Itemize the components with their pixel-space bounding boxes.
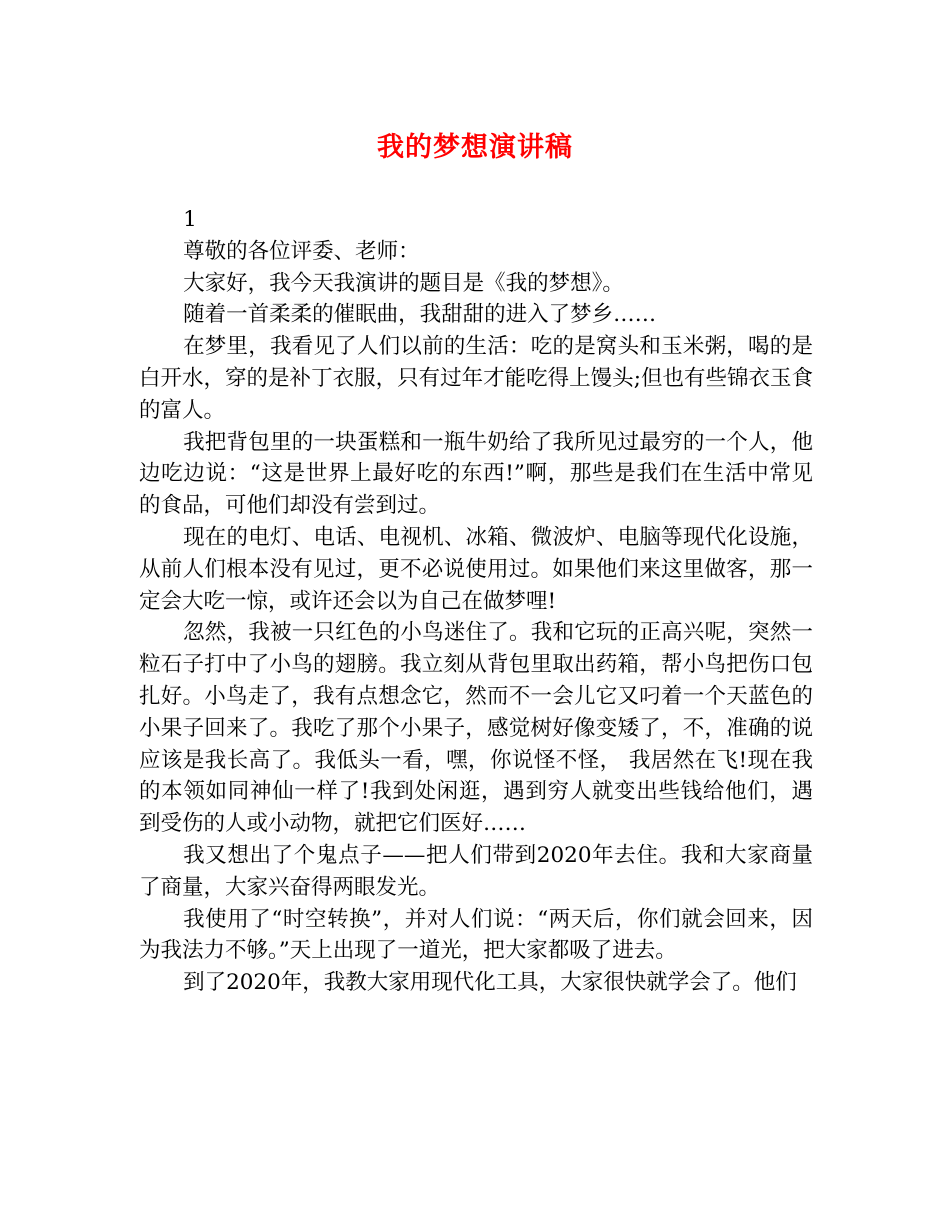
- paragraph-page-number: 1: [183, 207, 197, 232]
- paragraph-salutation: 尊敬的各位评委、老师：: [183, 238, 420, 264]
- paragraph-4: 在梦里，我看见了人们以前的生活：吃的是窝头和玉米粥，喝的是白开水，穿的是补丁衣服，只有过年才能吃得上馒头;但也有些锦衣玉食的富人。: [139, 334, 813, 423]
- document-body: [139, 204, 813, 999]
- paragraph-6: 现在的电灯、电话、电视机、冰箱、微波炉、电脑等现代化设施，从前人们根本没有见过，更不必说使用过。如果他们来这里做客，那一定会大吃一惊，或许还会以为自己在做梦哩!: [139, 524, 813, 614]
- paragraph-greeting: 大家好，我今天我演讲的题目是《我的梦想》。: [183, 270, 624, 296]
- paragraph-3: 随着一首柔柔的催眠曲，我甜甜的进入了梦乡……: [183, 302, 657, 328]
- paragraph-9: 我使用了“时空转换”，并对人们说：“两天后，你们就会回来，因为我法力不够。”天上出现了一道光，把大家都吸了进去。: [139, 906, 813, 964]
- paragraph-10: 到了2020年，我教大家用现代化工具，大家很快就学会了。他们: [183, 970, 797, 996]
- paragraph-5: 我把背包里的一块蛋糕和一瓶牛奶给了我所见过最穷的一个人，他边吃边说：“这是世界上最好吃的东西!”啊，那些是我们在生活中常见的食品，可他们却没有尝到过。: [139, 429, 813, 519]
- paragraph-8: 我又想出了个鬼点子——把人们带到2020年去住。我和大家商量了商量，大家兴奋得两眼发光。: [139, 842, 813, 900]
- page-title: 我的梦想演讲稿: [377, 132, 573, 163]
- paragraph-7: 忽然，我被一只红色的小鸟迷住了。我和它玩的正高兴呢，突然一粒石子打中了小鸟的翅膀。我立刻从背包里取出药箱，帮小鸟把伤口包扎好。小鸟走了，我有点想念它，然而不一会儿它又叼着一个天蓝色的小果子回来了。我吃了那个小果子，感觉树好像变矮了，不，准确的说应该是我长高了。我低头一看，嘿，你说怪不怪， 我居然在飞!现在我的本领如同神仙一样了!我到处闲逛，遇到穷人就变出些钱给他们，遇到受伤的人或小动物，就把它们医好……: [139, 620, 813, 837]
